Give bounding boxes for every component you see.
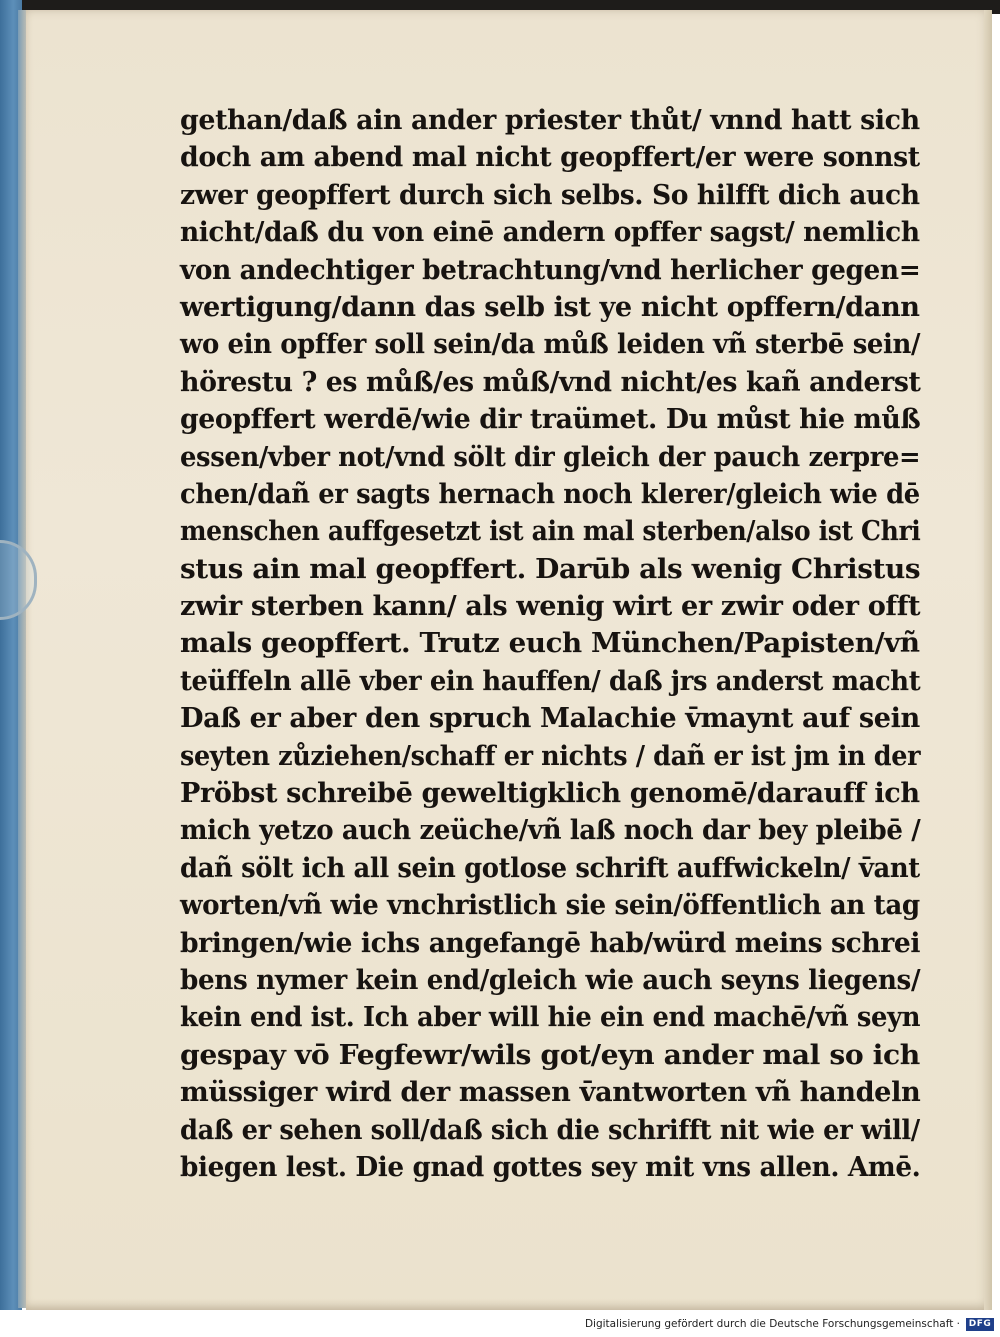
text-line: mals geopffert. Trutz euch München/Papisten/vñ	[180, 628, 920, 660]
text-line: von andechtiger betrachtung/vnd herlicher gegen=	[180, 254, 921, 286]
text-line: gespay vō Fegfewr/wils got/eyn ander mal so ich	[180, 1039, 920, 1071]
text-line: menschen auffgesetzt ist ain mal sterben/also ist Chri	[180, 516, 921, 548]
text-line: hörestu ? es můß/es můß/vnd nicht/es kañ anderst	[180, 366, 921, 398]
text-line: worten/vñ wie vnchristlich sie sein/öffentlich an tag	[180, 890, 920, 922]
page-text-block	[180, 102, 920, 1186]
text-line: zwer geopffert durch sich selbs. So hilfft dich auch	[180, 179, 920, 211]
text-line: seyten zůziehen/schaff er nichts / dañ er ist jm in der	[180, 740, 921, 772]
text-line: mich yetzo auch zeüche/vñ laß noch dar bey pleibē /	[180, 815, 921, 847]
text-line: essen/vber not/vnd sölt dir gleich der pauch zerpre=	[180, 441, 921, 473]
text-line: chen/dañ er sagts hernach noch klerer/gleich wie dē	[180, 478, 920, 510]
text-line: müssiger wird der massen v̄antworten vñ handeln	[180, 1077, 921, 1109]
page-edge-shadow	[984, 10, 992, 1310]
text-line: dañ sölt ich all sein gotlose schrift auffwickeln/ v̄ant	[180, 852, 920, 884]
funding-credit: Digitalisierung gefördert durch die Deutsche Forschungsgemeinschaft ·	[584, 1318, 960, 1330]
text-line: biegen lest. Die gnad gottes sey mit vns allen. Amē.	[180, 1151, 921, 1183]
dfg-logo: DFG	[966, 1318, 994, 1331]
text-line: doch am abend mal nicht geopffert/er were sonnst	[180, 142, 920, 174]
text-line: bringen/wie ichs angefangē hab/würd meins schrei	[180, 927, 921, 959]
text-line: stus ain mal geopffert. Darūb als wenig Christus	[180, 553, 921, 585]
text-line: wertigung/dann das selb ist ye nicht opffern/dann	[180, 291, 920, 323]
text-line: geopffert werdē/wie dir traümet. Du můst hie můß	[180, 404, 921, 436]
footer-bar	[0, 1310, 1000, 1337]
text-line: nicht/daß du von einē andern opffer sagst/ nemlich	[180, 217, 920, 249]
text-line: daß er sehen soll/daß sich die schrifft nit wie er will/	[180, 1114, 920, 1146]
text-line: kein end ist. Ich aber will hie ein end machē/vñ seyn	[180, 1002, 921, 1034]
text-line: bens nymer kein end/gleich wie auch seyns liegens/	[180, 964, 921, 996]
text-line: Daß er aber den spruch Malachie v̄maynt auf sein	[180, 703, 920, 735]
text-line: Pröbst schreibē geweltigklich genomē/darauff ich	[180, 778, 920, 810]
text-line: teüffeln allē vber ein hauffen/ daß jrs anderst macht	[180, 665, 921, 697]
text-line: zwir sterben kann/ als wenig wirt er zwir oder offt	[180, 591, 921, 623]
book-page	[26, 10, 992, 1310]
text-line: gethan/daß ain ander priester thůt/ vnnd hatt sich	[180, 105, 920, 136]
text-line: wo ein opffer soll sein/da můß leiden vñ sterbē sein/	[180, 329, 921, 361]
